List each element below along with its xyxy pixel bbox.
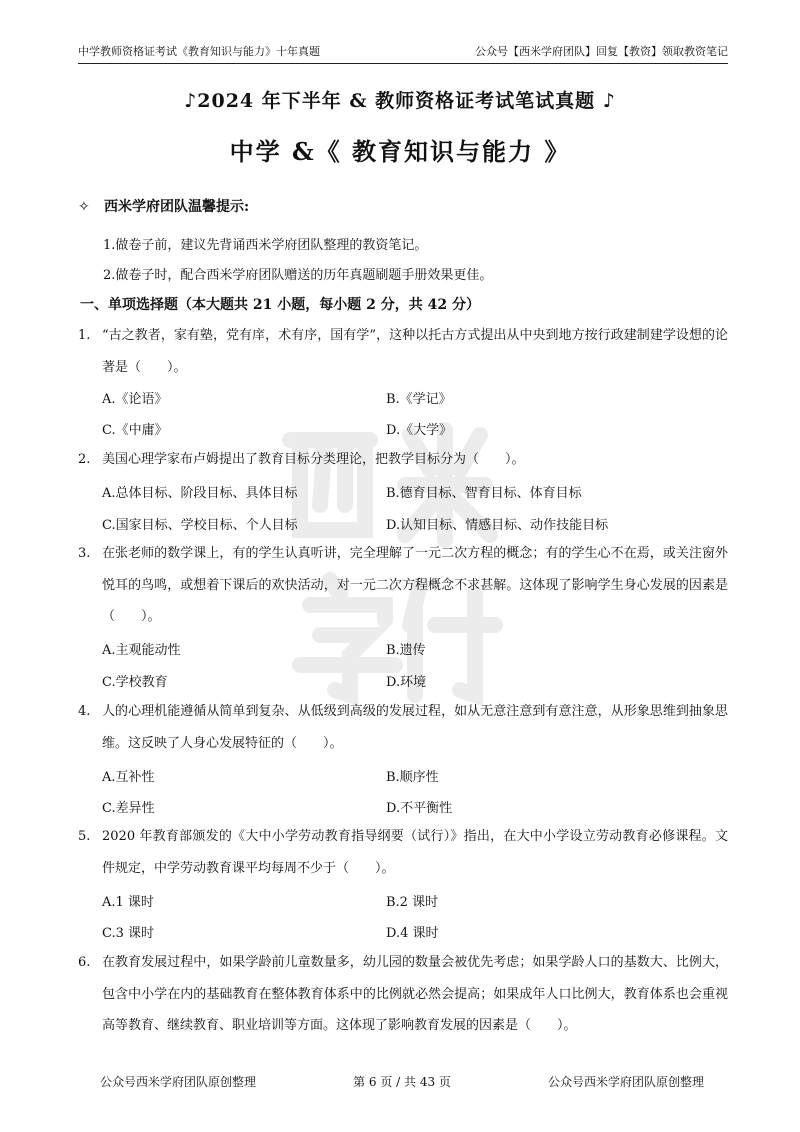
option-d: D.不平衡性 bbox=[386, 801, 453, 816]
question-stem: 在教育发展过程中，如果学龄前儿童数量多，幼儿园的数量会被优先考虑；如果学龄人口的基数大、比例大，包含中小学在内的基础教育在整体教育体系中的比例就必然会提高；如果成年人口比例大，教育体系也会重视高等教育、继续教育、职业培训等方面。这体现了影响教育发展的因素是（ ）。 bbox=[102, 955, 728, 1033]
question-number: 2. bbox=[78, 452, 91, 467]
question-3 bbox=[78, 538, 728, 633]
subject-title: 中学 &《 教育知识与能力 》 bbox=[229, 137, 571, 166]
question-number: 1. bbox=[78, 328, 91, 343]
option-a: A.《论语》 bbox=[102, 392, 168, 407]
option-c: C.学校教育 bbox=[102, 675, 168, 690]
option-d: D.环境 bbox=[386, 675, 427, 690]
tips-heading bbox=[78, 196, 249, 216]
question-1 bbox=[78, 320, 728, 383]
page-header bbox=[78, 42, 728, 64]
footer-right-text: 公众号西米学府团队原创整理 bbox=[547, 1075, 704, 1089]
option-c: C.差异性 bbox=[102, 801, 155, 816]
option-b: B.顺序性 bbox=[386, 770, 439, 785]
question-number: 6. bbox=[78, 955, 91, 970]
option-a: A.总体目标、阶段目标、具体目标 bbox=[102, 486, 298, 501]
question-number: 4. bbox=[78, 704, 91, 719]
question-6 bbox=[78, 947, 728, 1042]
option-d: D.《大学》 bbox=[386, 423, 453, 438]
option-b: B.遗传 bbox=[386, 643, 426, 658]
option-b: B.2 课时 bbox=[386, 895, 439, 910]
option-d: D.认知目标、情感目标、动作技能目标 bbox=[386, 518, 609, 533]
question-2 bbox=[78, 444, 728, 476]
question-number: 3. bbox=[78, 546, 91, 561]
option-d: D.4 课时 bbox=[386, 926, 439, 941]
sparkle-icon: ✧ bbox=[78, 199, 90, 215]
option-c: C.《中庸》 bbox=[102, 423, 168, 438]
question-stem: 人的心理机能遵循从简单到复杂、从低级到高级的发展过程，如从无意注意到有意注意，从形象思维到抽象思维。这反映了人身心发展特征的（ ）。 bbox=[102, 704, 728, 751]
option-b: B.《学记》 bbox=[386, 392, 452, 407]
question-stem: “古之教者，家有塾，党有庠，术有序，国有学”，这种以托古方式提出从中央到地方按行政建制建学设想的论著是（ ）。 bbox=[102, 328, 728, 375]
tips-heading-text: 西米学府团队温馨提示: bbox=[104, 199, 250, 215]
header-right-text: 公众号【西米学府团队】回复【教资】领取教资笔记 bbox=[475, 45, 728, 58]
tip-item: 2.做卷子时，配合西米学府团队赠送的历年真题刷题手册效果更佳。 bbox=[103, 268, 493, 283]
option-a: A.1 课时 bbox=[102, 895, 154, 910]
option-b: B.德育目标、智育目标、体育目标 bbox=[386, 486, 582, 501]
tip-item: 1.做卷子前，建议先背诵西米学府团队整理的教资笔记。 bbox=[103, 238, 428, 253]
question-number: 5. bbox=[78, 829, 91, 844]
exam-title: ♪2024 年下半年 & 教师资格证考试笔试真题 ♪ bbox=[184, 90, 616, 112]
option-c: C.国家目标、学校目标、个人目标 bbox=[102, 518, 298, 533]
question-4 bbox=[78, 696, 728, 759]
question-5 bbox=[78, 821, 728, 884]
footer-left-text: 公众号西米学府团队原创整理 bbox=[100, 1075, 257, 1089]
question-stem: 2020 年教育部颁发的《大中小学劳动教育指导纲要（试行）》指出，在大中小学设立劳动教育必修课程。文件规定，中学劳动教育课平均每周不少于（ ）。 bbox=[102, 829, 728, 876]
question-stem: 在张老师的数学课上，有的学生认真听讲，完全理解了一元二次方程的概念；有的学生心不在焉，或关注窗外悦耳的鸟鸣，或想着下课后的欢快活动，对一元二次方程概念不求甚解。这体现了影响学生身心发展的因素是（ ）。 bbox=[102, 546, 728, 624]
header-left-text: 中学教师资格证考试《教育知识与能力》十年真题 bbox=[78, 45, 320, 58]
page-footer bbox=[100, 1073, 704, 1090]
page-number: 第 6 页 / 共 43 页 bbox=[353, 1075, 451, 1089]
option-a: A.主观能动性 bbox=[102, 643, 181, 658]
option-c: C.3 课时 bbox=[102, 926, 155, 941]
question-stem: 美国心理学家布卢姆提出了教育目标分类理论，把教学目标分为（ ）。 bbox=[102, 452, 525, 467]
section-title: 一、单项选择题（本大题共 21 小题，每小题 2 分，共 42 分） bbox=[80, 297, 480, 313]
option-a: A.互补性 bbox=[102, 770, 155, 785]
